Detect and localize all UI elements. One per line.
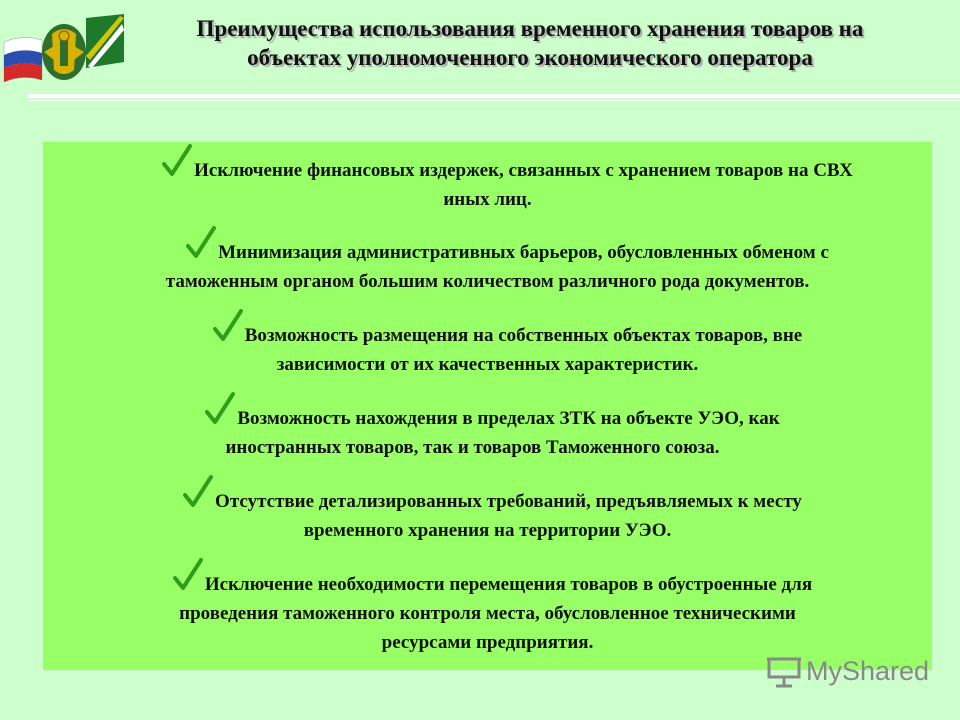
list-item [43, 558, 932, 657]
list-item-text: ресурсами предприятия. [381, 632, 594, 653]
list-item [43, 475, 932, 545]
list-item-text: Возможность размещения на собственных объектах товаров, вне [244, 325, 803, 346]
watermark [766, 654, 936, 694]
list-item-line [43, 392, 932, 433]
list-item-text: таможенным органом большим количеством различного рода документов. [165, 271, 810, 292]
list-item-text: Возможность нахождения в пределах ЗТК на объекте УЭО, как [237, 408, 780, 429]
list-item-text: Минимизация административных барьеров, обусловленных обменом с [218, 242, 829, 263]
list-item-line [43, 226, 932, 267]
list-item-text: иностранных товаров, так и товаров Таможенного союза. [225, 437, 720, 458]
list-item-line [43, 350, 932, 379]
flags-emblem-logo [2, 12, 128, 88]
check-icon [162, 144, 192, 178]
check-icon [173, 558, 203, 592]
check-icon [213, 309, 243, 343]
check-icon [205, 392, 235, 426]
check-icon [183, 475, 213, 509]
list-item-line [43, 309, 932, 350]
watermark-text: MyShared [806, 656, 930, 686]
list-item-line [43, 185, 932, 214]
list-item-text: проведения таможенного контроля места, обусловленное техническими [179, 603, 796, 624]
list-item [43, 392, 932, 462]
page-title-line-2: объектах уполномоченного экономического оператора [247, 45, 813, 70]
list-item-text: Отсутствие детализированных требований, предъявляемых к месту [215, 491, 802, 512]
header-divider [28, 94, 960, 98]
list-item-line [43, 267, 932, 296]
list-item-text: временного хранения на территории УЭО. [303, 520, 672, 541]
header-divider-thin [28, 100, 960, 101]
list-item [43, 144, 932, 214]
list-item-text: Исключение финансовых издержек, связанных с хранением товаров на СВХ [194, 160, 853, 181]
list-item-line [43, 599, 932, 628]
list-item [43, 226, 932, 296]
check-icon [186, 226, 216, 260]
page-title [130, 14, 930, 72]
list-item-line [43, 144, 932, 185]
list-item-line [43, 475, 932, 516]
list-item-text: зависимости от их качественных характеристик. [276, 354, 699, 375]
advantages-panel [43, 142, 932, 670]
list-item-text: Исключение необходимости перемещения товаров в обустроенные для [204, 574, 813, 595]
list-item-line [43, 433, 932, 462]
list-item-line [43, 516, 932, 545]
presentation-board-icon [766, 656, 802, 688]
list-item-line [43, 558, 932, 599]
list-item [43, 309, 932, 379]
page-title-line-1: Преимущества использования временного хранения товаров на [196, 16, 864, 41]
list-item-line [43, 628, 932, 657]
list-item-text: иных лиц. [443, 189, 532, 210]
